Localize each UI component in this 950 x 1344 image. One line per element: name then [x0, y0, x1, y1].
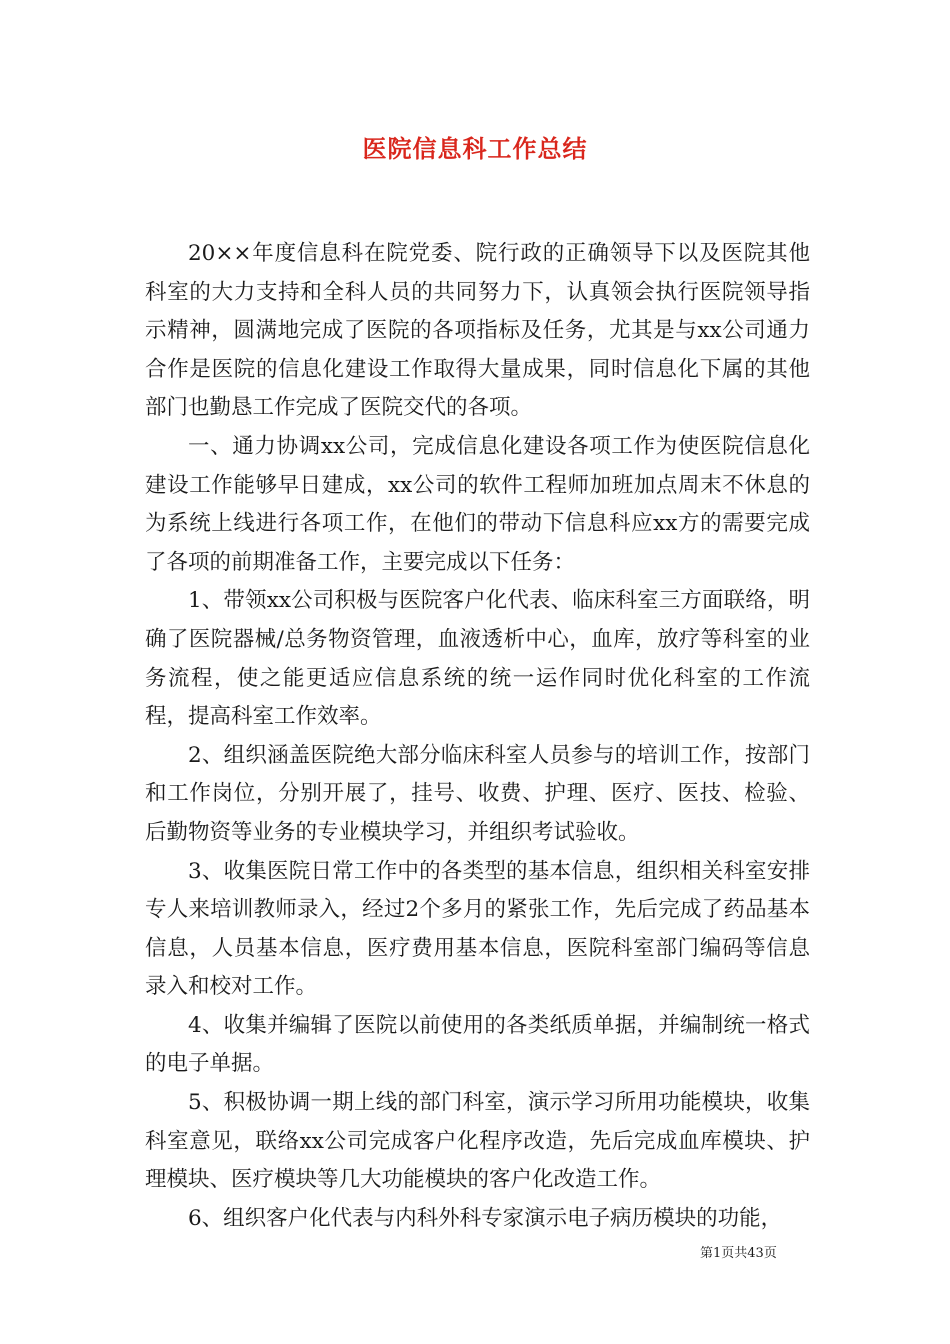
- paragraph-item-5: 5、积极协调一期上线的部门科室，演示学习所用功能模块，收集科室意见，联络xx公司完成客户化程序改造，先后完成血库模块、护理模块、医疗模块等几大功能模块的客户化改造工作。: [145, 1090, 810, 1193]
- paragraph-item-6: 6、组织客户化代表与内科外科专家演示电子病历模块的功能，: [188, 1205, 783, 1231]
- paragraph-intro: 20××年度信息科在院党委、院行政的正确领导下以及医院其他科室的大力支持和全科人员的共同努力下，认真领会执行医院领导指示精神，圆满地完成了医院的各项指标及任务，尤其是与xx公司通力合作是医院的信息化建设工作取得大量成果，同时信息化下属的其他部门也勤恳工作完成了医院交代的各项。: [145, 241, 810, 421]
- paragraph-item-3: 3、收集医院日常工作中的各类型的基本信息，组织相关科室安排专人来培训教师录入，经过2个多月的紧张工作，先后完成了药品基本信息，人员基本信息，医疗费用基本信息，医院科室部门编码等信息录入和校对工作。: [145, 858, 810, 1000]
- paragraph-section-1: 一、通力协调xx公司，完成信息化建设各项工作为使医院信息化建设工作能够早日建成，xx公司的软件工程师加班加点周末不休息的为系统上线进行各项工作，在他们的带动下信息科应xx方的需要完成了各项的前期准备工作，主要完成以下任务：: [145, 433, 810, 575]
- document-title: 医院信息科工作总结: [362, 135, 588, 163]
- paragraph-item-4: 4、收集并编辑了医院以前使用的各类纸质单据，并编制统一格式的电子单据。: [145, 1012, 810, 1077]
- document-body: [145, 235, 810, 1238]
- paragraph-item-2: 2、组织涵盖医院绝大部分临床科室人员参与的培训工作，按部门和工作岗位，分别开展了，挂号、收费、护理、医疗、医技、检验、后勤物资等业务的专业模块学习，并组织考试验收。: [145, 742, 810, 845]
- page-number-footer: 第1页共43页: [700, 1246, 777, 1261]
- paragraph-item-1: 1、带领xx公司积极与医院客户化代表、临床科室三方面联络，明确了医院器械/总务物资管理，血液透析中心，血库，放疗等科室的业务流程，使之能更适应信息系统的统一运作同时优化科室的工作流程，提高科室工作效率。: [145, 588, 810, 730]
